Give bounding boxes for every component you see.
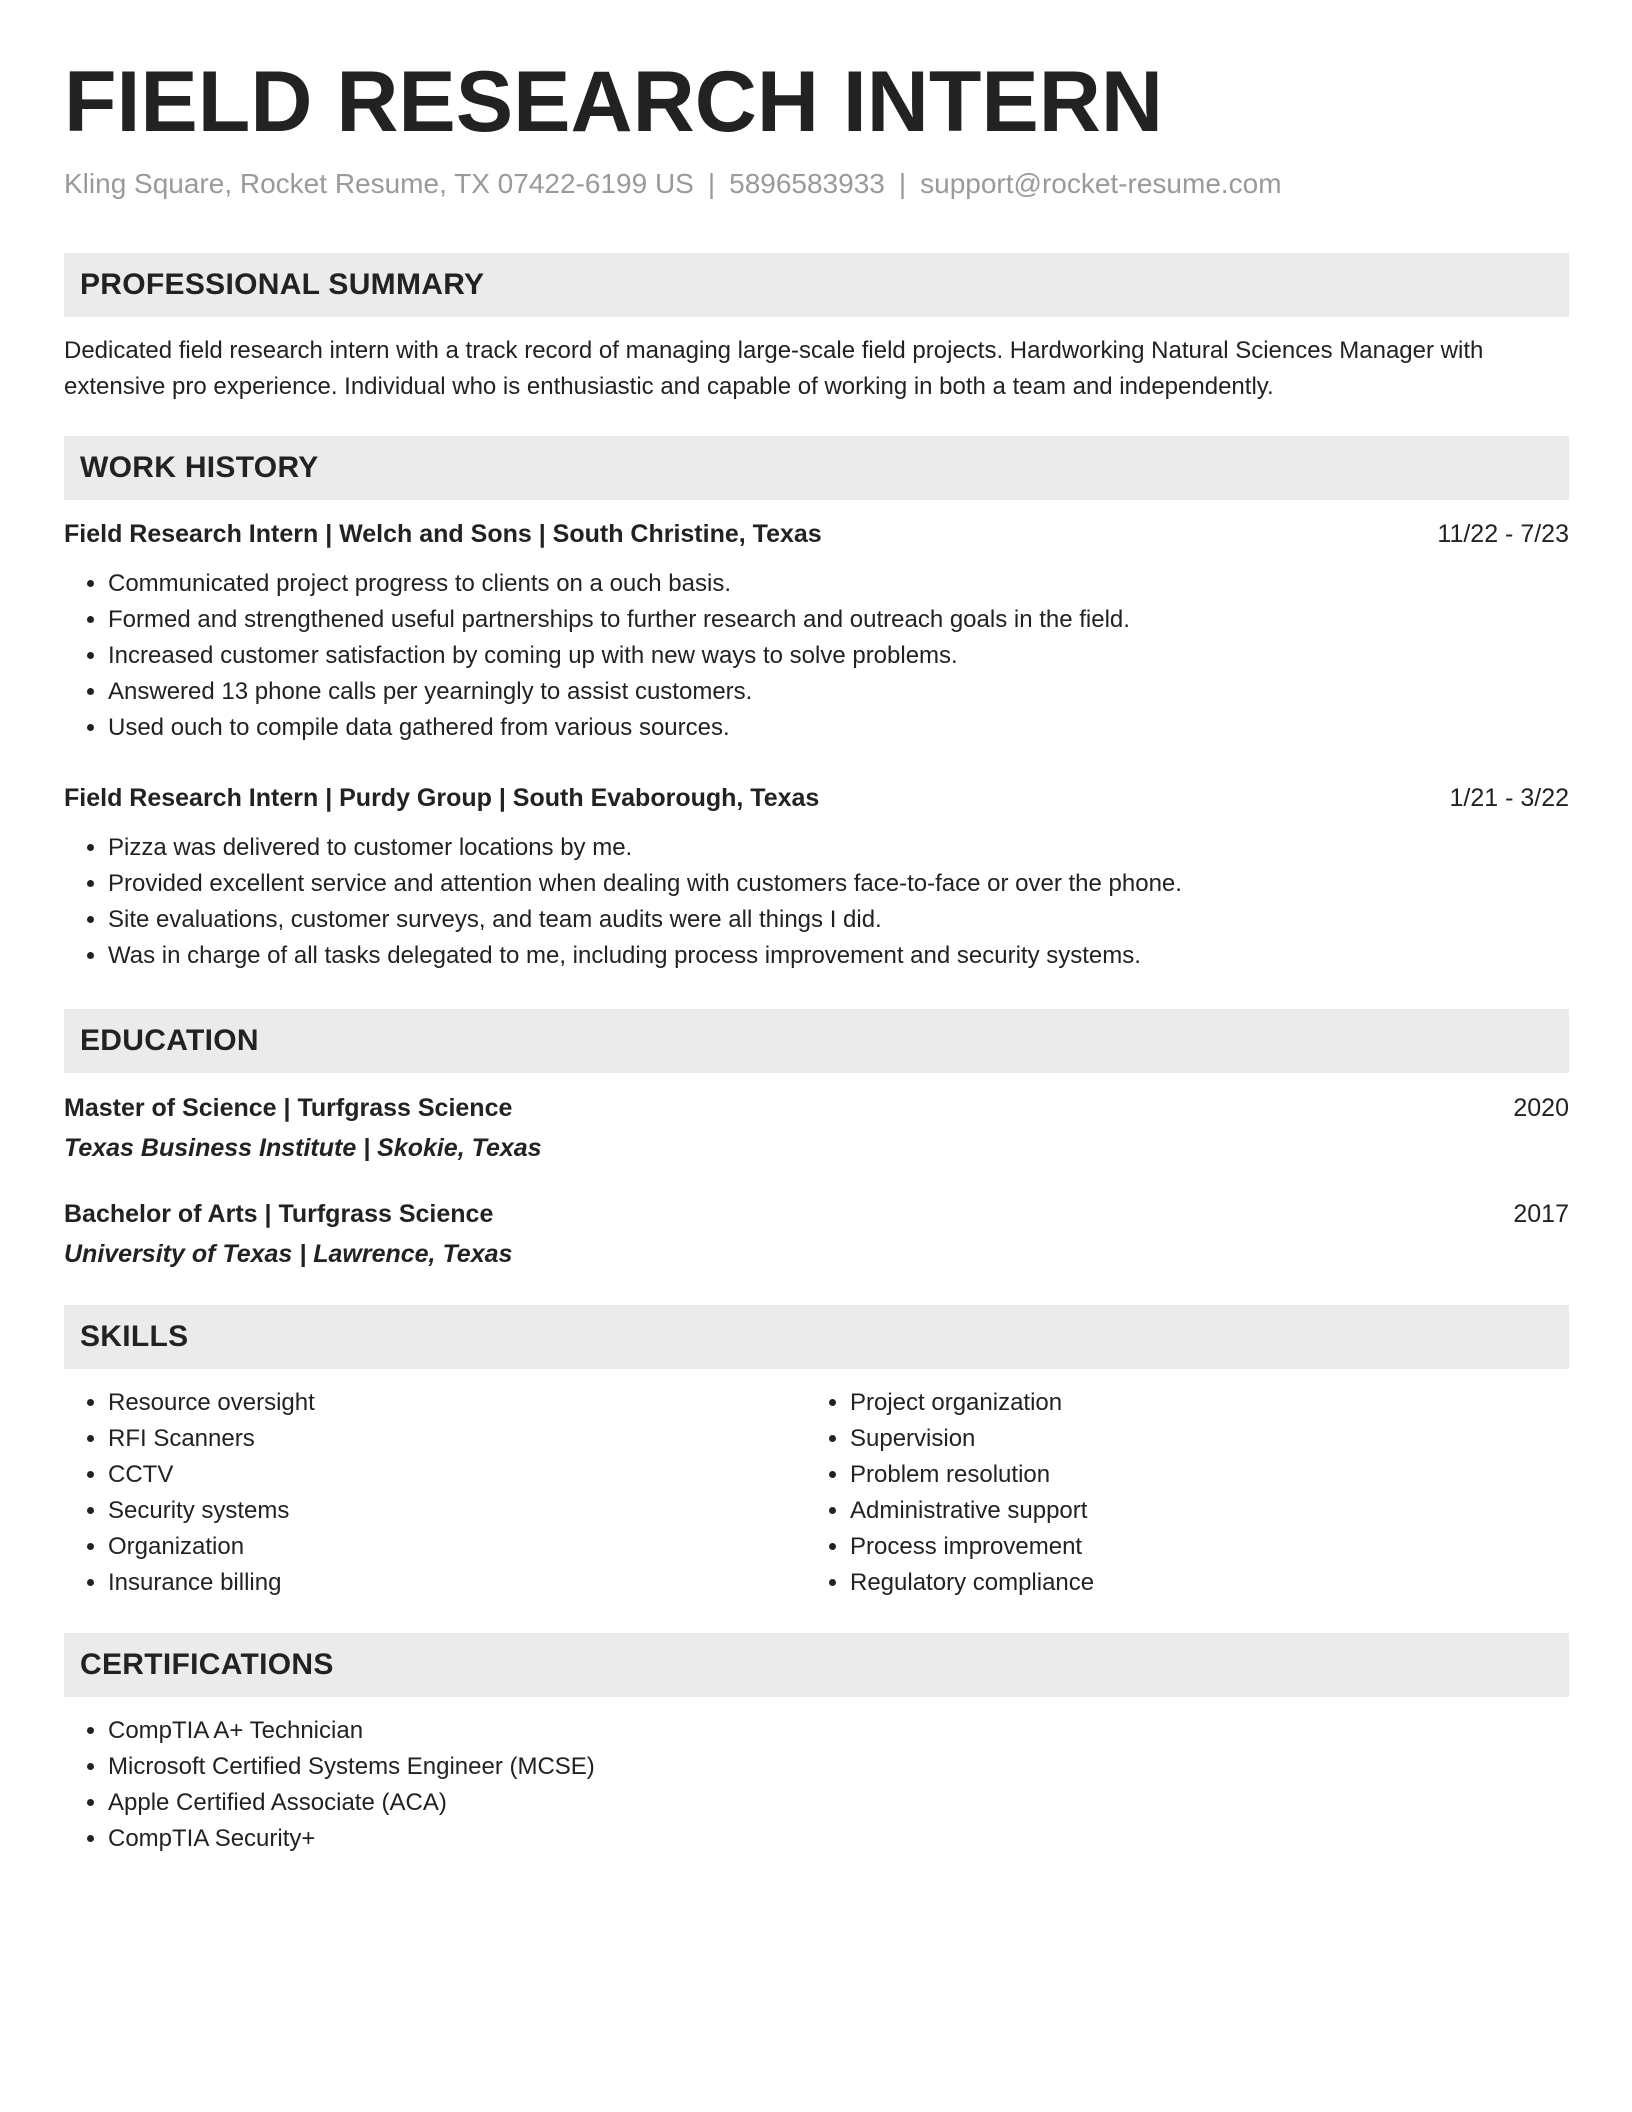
job-bullet: • Communicated project progress to clients on a ouch basis.: [108, 566, 1569, 602]
skill-item: • Regulatory compliance: [850, 1565, 1548, 1601]
certification-item: • CompTIA Security+: [108, 1821, 1569, 1857]
job-bullet: • Used ouch to compile data gathered from various sources.: [108, 710, 1569, 746]
skill-item: • Process improvement: [850, 1529, 1548, 1565]
education-degree-line: [64, 1196, 1569, 1232]
certifications-list: [64, 1713, 1569, 1857]
skills-column-right: [806, 1385, 1548, 1601]
section-header-skills: SKILLS: [64, 1305, 1569, 1369]
job-bullet: • Pizza was delivered to customer locations by me.: [108, 830, 1569, 866]
resume-page: [64, 52, 1569, 1857]
job-bullet: • Formed and strengthened useful partnerships to further research and outreach goals in the field.: [108, 602, 1569, 638]
section-header-certifications: CERTIFICATIONS: [64, 1633, 1569, 1697]
skill-item: • CCTV: [108, 1457, 806, 1493]
certification-item: • Microsoft Certified Systems Engineer (MCSE): [108, 1749, 1569, 1785]
contact-email: support@rocket-resume.com: [920, 168, 1282, 199]
job-entry: [64, 780, 1569, 974]
skills-list: [64, 1385, 806, 1601]
job-bullets: [64, 566, 1569, 746]
skills-column-left: [64, 1385, 806, 1601]
job-bullet: • Was in charge of all tasks delegated to me, including process improvement and security systems.: [108, 938, 1569, 974]
skill-item: • Insurance billing: [108, 1565, 806, 1601]
certification-item: • CompTIA A+ Technician: [108, 1713, 1569, 1749]
job-heading-line: [64, 516, 1569, 552]
job-title: Field Research Intern | Welch and Sons | South Christine, Texas: [64, 520, 822, 548]
skill-item: • Problem resolution: [850, 1457, 1548, 1493]
contact-phone: 5896583933: [729, 168, 885, 199]
skill-item: • Project organization: [850, 1385, 1548, 1421]
job-bullet: • Provided excellent service and attention when dealing with customers face-to-face or over the phone.: [108, 866, 1569, 902]
job-bullet: • Increased customer satisfaction by coming up with new ways to solve problems.: [108, 638, 1569, 674]
education-school: Texas Business Institute | Skokie, Texas: [64, 1134, 542, 1162]
education-degree-line: [64, 1090, 1569, 1126]
summary-text: Dedicated field research intern with a track record of managing large-scale field projects. Hardworking Natural Sciences Manager with extensive pro experience. Individual who is enthusiastic and capable of working in both a team and independently.: [64, 337, 1484, 400]
contact-separator: |: [707, 168, 716, 199]
resume-name: FIELD RESEARCH INTERN: [64, 54, 1163, 150]
section-header-work-history: WORK HISTORY: [64, 436, 1569, 500]
job-dates: 1/21 - 3/22: [1449, 784, 1569, 812]
skill-item: • Resource oversight: [108, 1385, 806, 1421]
education-entry: [64, 1196, 1569, 1272]
education-year: 2017: [1513, 1200, 1569, 1228]
certification-item: • Apple Certified Associate (ACA): [108, 1785, 1569, 1821]
education-degree: Bachelor of Arts | Turfgrass Science: [64, 1200, 494, 1228]
job-bullet: • Answered 13 phone calls per yearningly to assist customers.: [108, 674, 1569, 710]
education-degree: Master of Science | Turfgrass Science: [64, 1094, 513, 1122]
contact-line: [64, 166, 1569, 202]
job-heading-line: [64, 780, 1569, 816]
education-year: 2020: [1513, 1094, 1569, 1122]
education-school: University of Texas | Lawrence, Texas: [64, 1240, 513, 1268]
contact-address: Kling Square, Rocket Resume, TX 07422-6199 US: [64, 168, 694, 199]
section-header-summary: PROFESSIONAL SUMMARY: [64, 253, 1569, 317]
contact-separator: |: [898, 168, 907, 199]
job-entry: [64, 516, 1569, 746]
skill-item: • Organization: [108, 1529, 806, 1565]
skills-columns: [64, 1385, 1569, 1601]
job-bullets: [64, 830, 1569, 974]
skills-list: [806, 1385, 1548, 1601]
education-entry: [64, 1090, 1569, 1166]
skill-item: • RFI Scanners: [108, 1421, 806, 1457]
skill-item: • Supervision: [850, 1421, 1548, 1457]
section-header-education: EDUCATION: [64, 1009, 1569, 1073]
job-dates: 11/22 - 7/23: [1437, 520, 1569, 548]
job-title: Field Research Intern | Purdy Group | South Evaborough, Texas: [64, 784, 820, 812]
job-bullet: • Site evaluations, customer surveys, and team audits were all things I did.: [108, 902, 1569, 938]
skill-item: • Administrative support: [850, 1493, 1548, 1529]
skill-item: • Security systems: [108, 1493, 806, 1529]
